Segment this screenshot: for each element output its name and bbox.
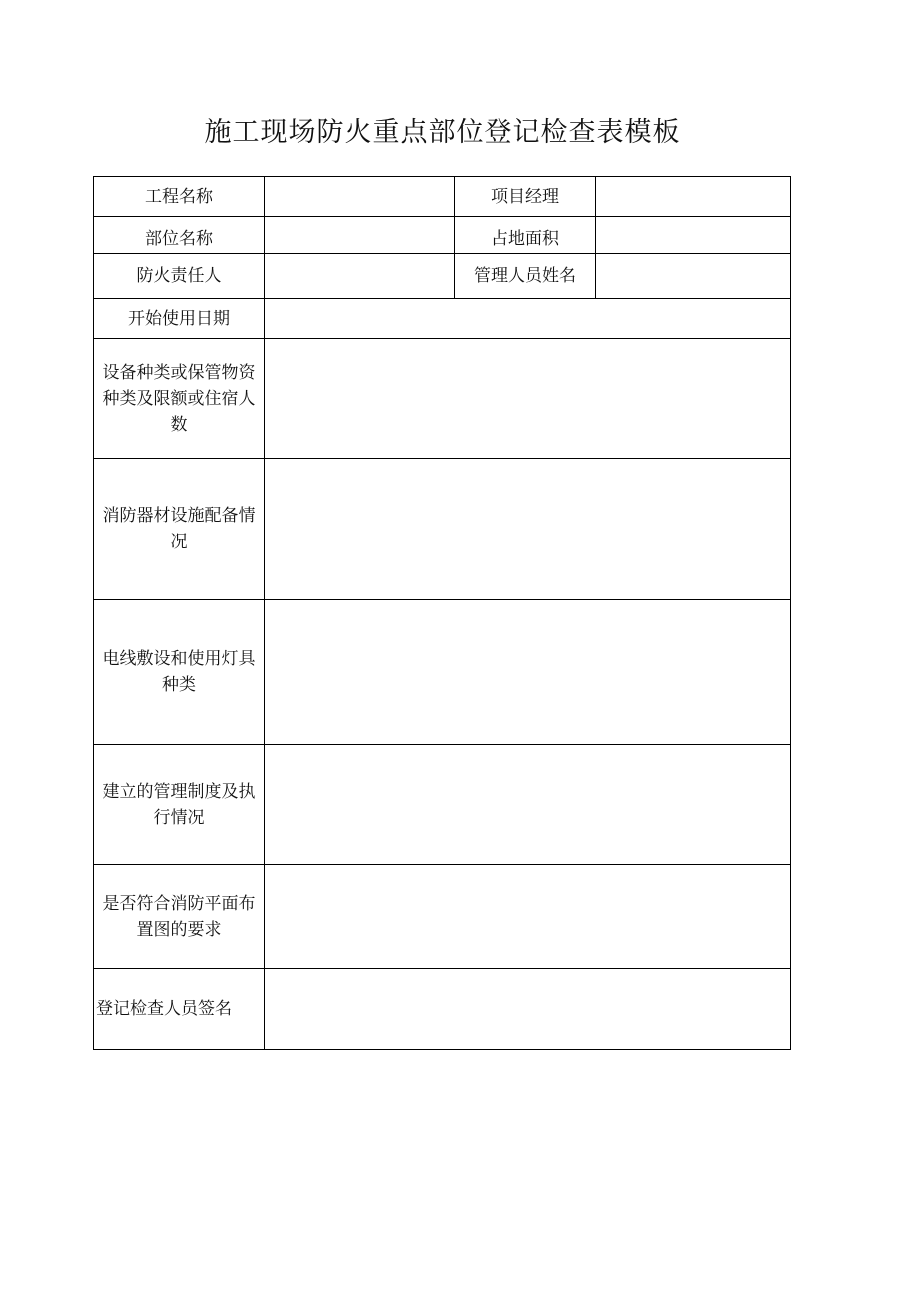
wiring-field[interactable] <box>265 600 791 745</box>
floor-area-field[interactable] <box>596 217 791 254</box>
row-fire-equipment <box>94 459 791 600</box>
row-wiring <box>94 600 791 745</box>
project-manager-label: 项目经理 <box>455 177 596 217</box>
fire-equipment-label: 消防器材设施配备情况 <box>94 459 265 600</box>
floor-area-label: 占地面积 <box>455 217 596 254</box>
row-project-name <box>94 177 791 217</box>
row-location-name <box>94 217 791 254</box>
inspector-signature-field[interactable] <box>265 969 791 1050</box>
row-inspector-signature <box>94 969 791 1050</box>
inspector-signature-label: 登记检查人员签名 <box>94 969 265 1050</box>
project-manager-field[interactable] <box>596 177 791 217</box>
start-date-field[interactable] <box>265 299 791 339</box>
manager-name-field[interactable] <box>596 254 791 299</box>
wiring-label: 电线敷设和使用灯具种类 <box>94 600 265 745</box>
project-name-label: 工程名称 <box>94 177 265 217</box>
row-fire-responsible <box>94 254 791 299</box>
row-equipment <box>94 339 791 459</box>
location-name-field[interactable] <box>265 217 455 254</box>
row-management-system <box>94 745 791 865</box>
start-date-label: 开始使用日期 <box>94 299 265 339</box>
page-title: 施工现场防火重点部位登记检查表模板 <box>204 117 681 148</box>
management-system-field[interactable] <box>265 745 791 865</box>
location-name-label: 部位名称 <box>94 217 265 254</box>
manager-name-label: 管理人员姓名 <box>455 254 596 299</box>
row-start-date <box>94 299 791 339</box>
layout-compliance-field[interactable] <box>265 865 791 969</box>
management-system-label: 建立的管理制度及执行情况 <box>94 745 265 865</box>
equipment-field[interactable] <box>265 339 791 459</box>
project-name-field[interactable] <box>265 177 455 217</box>
fire-responsible-label: 防火责任人 <box>94 254 265 299</box>
fire-equipment-field[interactable] <box>265 459 791 600</box>
fire-responsible-field[interactable] <box>265 254 455 299</box>
inspection-form-table <box>93 176 791 1050</box>
layout-compliance-label: 是否符合消防平面布置图的要求 <box>94 865 265 969</box>
equipment-label: 设备种类或保管物资种类及限额或住宿人数 <box>94 339 265 459</box>
row-layout-compliance <box>94 865 791 969</box>
